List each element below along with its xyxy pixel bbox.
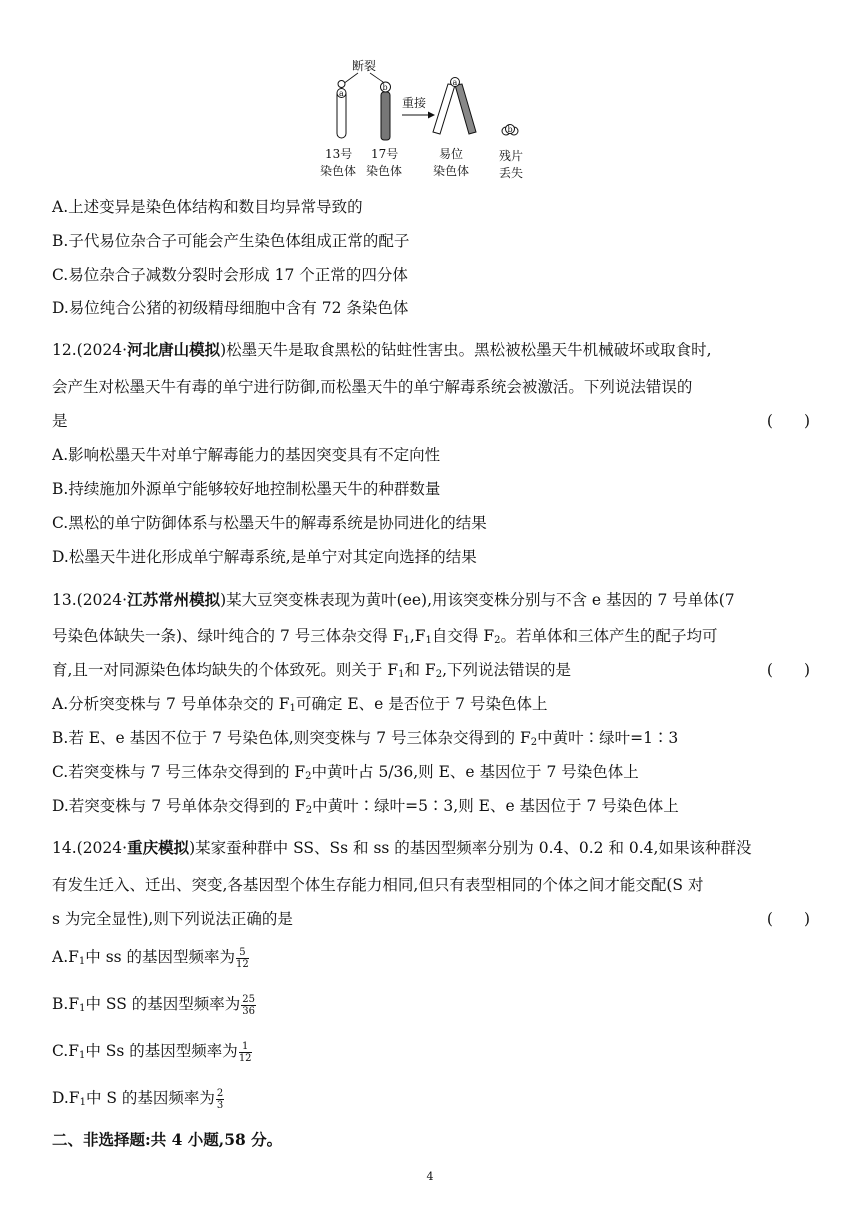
svg-text:b: b [507,125,513,134]
q12-stem-line3: 是 [52,412,68,430]
q12-stem-line2: 会产生对松墨天牛有毒的单宁进行防御,而松墨天牛的单宁解毒系统会被激活。下列说法错误的 [52,378,693,396]
q13-option-a: A.分析突变株与 7 号单体杂交的 $F_1$可确定 E、e 是否位于 7 号染色体上 [52,695,548,714]
q14-stem-line3: s 为完全显性),则下列说法正确的是 [52,910,293,928]
section-2-heading: 二、非选择题:共 4 小题,58 分。 [52,1130,283,1149]
q13-stem-line1: 13.(2024·江苏常州模拟)某大豆突变株表现为黄叶(ee),用该突变株分别与不含 e 基因的 7 号单体(7 [52,590,735,609]
q12-option-c: C.黑松的单宁防御体系与松墨天牛的解毒系统是协同进化的结果 [52,514,487,532]
q13-source: 江苏常州模拟 [127,590,221,609]
q13-answer-blank: ( ) [766,661,810,679]
fraction: $\frac{5}{12}$ [236,946,249,970]
svg-text:染色体: 染色体 [320,164,357,178]
q14-option-a: $A.F_1$中 ss 的基因型频率为 $\frac{5}{12}$ [52,946,249,970]
q12-option-a: A.影响松墨天牛对单宁解毒能力的基因突变具有不定向性 [52,446,441,464]
q12-option-d: D.松墨天牛进化形成单宁解毒系统,是单宁对其定向选择的结果 [52,548,477,566]
svg-text:丢失: 丢失 [499,166,524,180]
svg-text:染色体: 染色体 [433,164,470,178]
q12-answer-blank: ( ) [766,412,810,430]
fraction: $\frac{25}{36}$ [242,993,256,1017]
chr17-label: 17号 [371,147,399,161]
svg-text:a: a [452,78,458,87]
rejoin-label: 重接 [402,96,427,110]
chr13-label: 13号 [325,147,353,161]
q14-option-b: $B.F_1$中 SS 的基因型频率为 $\frac{25}{36}$ [52,993,256,1017]
break-label: 断裂 [352,59,377,73]
translocated-chromosome-icon [433,78,476,135]
translocation-label: 易位 [439,147,464,161]
q13-option-c: C.若突变株与 7 号三体杂交得到的 $F_2$中黄叶占 5/36,则 E、e 基因位于 7 号染色体上 [52,763,639,782]
chromosome-13-icon [337,81,346,139]
q13-stem-line3: 育,且一对同源染色体均缺失的个体致死。则关于 $F_1$和 $F_2$,下列说法错误的是 [52,661,571,680]
fraction: $\frac{1}{12}$ [238,1040,252,1064]
gene-a-label: a [339,89,344,98]
chromosome-17-icon [381,82,391,140]
q14-source: 重庆模拟 [127,838,190,857]
lost-fragment-icon [502,125,518,136]
q13-option-b: B.若 E、e 基因不位于 7 号染色体,则突变株与 7 号三体杂交得到的 $F_2$中黄叶∶绿叶=1∶3 [52,729,679,748]
q13-option-d: D.若突变株与 7 号单体杂交得到的 $F_2$中黄叶∶绿叶=5∶3,则 E、e 基因位于 7 号染色体上 [52,797,679,816]
q14-option-c: $C.F_1$中 Ss 的基因型频率为 $\frac{1}{12}$ [52,1040,252,1064]
page-number: 4 [426,1170,434,1183]
fragment-label: 残片 [499,149,524,163]
q12-stem-line1: 12.(2024·河北唐山模拟)松墨天牛是取食黑松的钻蛀性害虫。黑松被松墨天牛机械破坏或取食时, [52,340,712,359]
chromosome-translocation-figure [320,52,535,184]
q14-answer-blank: ( ) [766,910,810,928]
q12-option-b: B.持续施加外源单宁能够较好地控制松墨天牛的种群数量 [52,480,441,498]
svg-text:染色体: 染色体 [366,164,403,178]
q14-stem-line2: 有发生迁入、迁出、突变,各基因型个体生存能力相同,但只有表型相同的个体之间才能交配(S 对 [52,876,704,894]
fraction: $\frac{2}{3}$ [216,1087,224,1111]
q14-option-d: $D.F_1$中 S 的基因频率为 $\frac{2}{3}$ [52,1087,224,1111]
gene-b-label: b [382,83,388,92]
q11-option-c: C.易位杂合子减数分裂时会形成 17 个正常的四分体 [52,266,408,284]
q12-source: 河北唐山模拟 [127,340,221,359]
q14-stem-line1: 14.(2024·重庆模拟)某家蚕种群中 SS、Ss 和 ss 的基因型频率分别为 0.4、0.2 和 0.4,如果该种群没 [52,838,752,857]
q11-option-d: D.易位纯合公猪的初级精母细胞中含有 72 条染色体 [52,299,409,317]
q11-option-a: A.上述变异是染色体结构和数目均异常导致的 [52,198,363,216]
q13-stem-line2: 号染色体缺失一条)、绿叶纯合的 7 号三体杂交得 $F_1,F_1$自交得 $F_2$。若单体和三体产生的配子均可 [52,627,718,646]
q11-option-b: B.子代易位杂合子可能会产生染色体组成正常的配子 [52,232,410,250]
